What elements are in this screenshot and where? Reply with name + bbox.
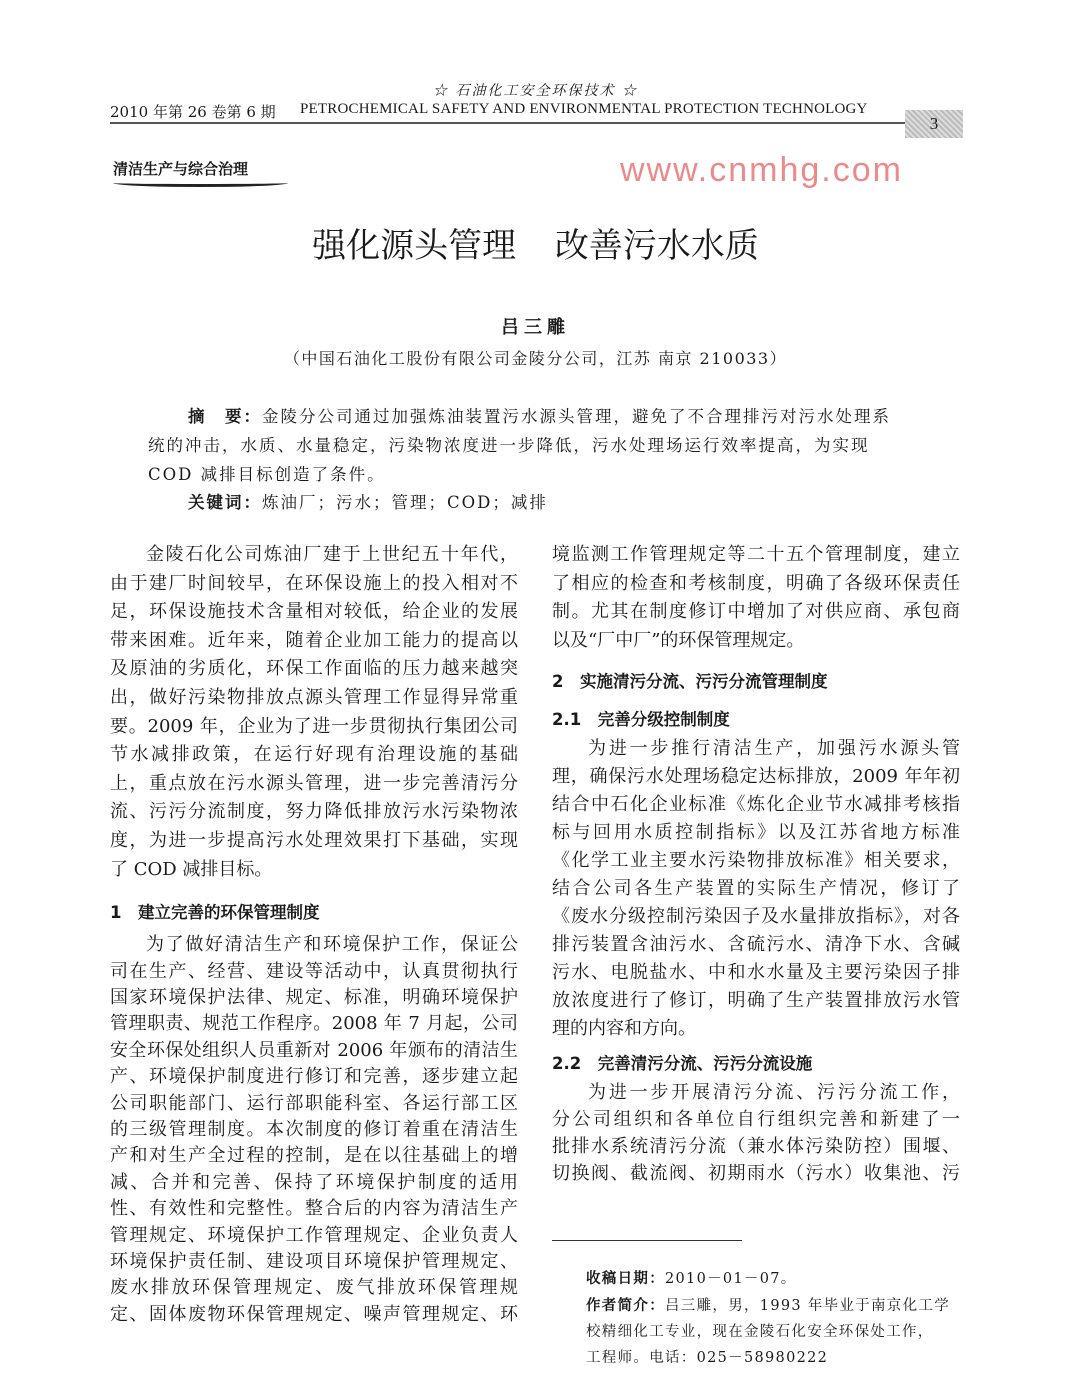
text-line: 度，为进一步提高污水处理效果打下基础，实现 [110, 829, 518, 851]
text-line: 由于建厂时间较早，在环保设施上的投入相对不 [110, 572, 518, 594]
text-line: 上，重点放在污水源头管理，进一步完善清污分 [110, 772, 518, 794]
text-line: 了 COD 减排目标。 [110, 858, 273, 880]
text-line: 了相应的检查和考核制度，明确了各级环保责任 [552, 572, 960, 594]
paragraph [552, 1079, 960, 1187]
abstract-label: 摘 要： [188, 407, 262, 426]
article-title: 强化源头管理 改善污水水质 [312, 226, 759, 266]
text-line: 废水排放环保管理规定、废气排放环保管理规 [110, 1277, 518, 1299]
section-heading-1: 1 建立完善的环保管理制度 [110, 903, 320, 923]
section-tag: 清洁生产与综合治理 [113, 160, 249, 178]
text-line: 切换阀、截流阀、初期雨水（污水）收集池、污 [552, 1163, 960, 1184]
received-value: 2010－01－07。 [665, 1271, 797, 1287]
footnote-rule [552, 1240, 742, 1241]
text-line: 要。2009 年，企业为了进一步贯彻执行集团公司 [110, 715, 518, 737]
text-line: 《废水分级控制污染因子及水量排放指标》，对各 [552, 906, 960, 927]
paragraph [110, 932, 518, 1328]
text-line: 环境保护责任制、建设项目环境保护管理规定、 [110, 1251, 518, 1272]
author-bio-line: 工程师。电话：025－58980222 [586, 1350, 829, 1366]
text-line: 节水减排政策，在运行好现有治理设施的基础 [110, 744, 518, 766]
paragraph [552, 541, 960, 655]
text-line: 管理规定、环境保护工作管理规定、企业负责人 [110, 1224, 518, 1246]
text-line: 排污装置含油污水、含硫污水、清净下水、含碱 [552, 934, 960, 955]
abstract-line [188, 403, 891, 427]
text-line: 及原油的劣质化，环保工作面临的压力越来越突 [110, 658, 518, 680]
abstract-text: 金陵分公司通过加强炼油装置污水源头管理，避免了不合理排污对污水处理系 [262, 407, 891, 426]
text-line: 的三级管理制度。本次制度的修订着重在清洁生 [110, 1118, 518, 1140]
text-line: 出，做好污染物排放点源头管理工作显得异常重 [110, 686, 518, 708]
watermark: www.cnmhg.com [620, 151, 903, 189]
text-line: 为进一步推行清洁生产，加强污水源头管 [588, 738, 960, 759]
text-line: 公司职能部门、运行部职能科室、各运行部工区 [110, 1092, 518, 1114]
running-head: ☆ 石油化工安全环保技术 ☆ [433, 83, 638, 99]
bio-label: 作者简介： [586, 1298, 665, 1314]
text-line: 放浓度进行了修订，明确了生产装置排放污水管 [552, 990, 960, 1011]
text-line: 产、环境保护制度进行修订和完善，逐步建立起 [110, 1066, 518, 1088]
text-line: 污水、电脱盐水、中和水水量及主要污染因子排 [552, 962, 960, 983]
text-line: 流、污污分流制度，努力降低排放污水污染物浓 [110, 801, 518, 823]
text-line: 金陵石化公司炼油厂建于上世纪五十年代， [146, 544, 518, 565]
received-date [586, 1267, 797, 1288]
header-rule [110, 122, 905, 124]
text-line: 结合中石化企业标准《炼化企业节水减排考核指 [552, 794, 960, 815]
text-line: 结合公司各生产装置的实际生产情况，修订了 [552, 878, 960, 899]
abstract-line: COD 减排目标创造了条件。 [148, 465, 386, 484]
affiliation: （中国石油化工股份有限公司金陵分公司，江苏 南京 210033） [283, 349, 788, 368]
text-line: 性、有效性和完整性。整合后的内容为清洁生产 [110, 1198, 518, 1220]
text-line: 制。尤其在制度修订中增加了对供应商、承包商 [552, 601, 960, 622]
text-line: 国家环境保护法律、规定、标准，明确环境保护 [110, 986, 518, 1008]
text-line: 带来困难。近年来，随着企业加工能力的提高以 [110, 629, 518, 651]
section-heading-2: 2 实施清污分流、污污分流管理制度 [552, 672, 828, 691]
paragraph [552, 735, 960, 1043]
author-bio-line [586, 1294, 950, 1315]
section-underline [113, 179, 288, 187]
text-line: 足，环保设施技术含量相对较低，给企业的发展 [110, 601, 518, 623]
keywords: 炼油厂；污水；管理；COD；减排 [262, 493, 548, 512]
text-line: 境监测工作管理规定等二十五个管理制度，建立 [552, 544, 960, 565]
bio-text: 吕三雕，男，1993 年毕业于南京化工学 [665, 1298, 951, 1314]
text-line: 理的内容和方向。 [552, 1018, 696, 1039]
received-label: 收稿日期： [586, 1271, 665, 1287]
paragraph [110, 541, 518, 884]
author: 吕三雕 [501, 317, 570, 338]
keywords-label: 关键词： [188, 493, 262, 512]
issue-info: 2010 年第 26 卷第 6 期 [110, 103, 276, 121]
text-line: 标与回用水质控制指标》以及江苏省地方标准 [552, 822, 960, 843]
abstract-line: 统的冲击，水质、水量稳定，污染物浓度进一步降低，污水处理场运行效率提高，为实现 [148, 436, 870, 455]
section-heading-2-2: 2.2 完善清污分流、污污分流设施 [552, 1054, 813, 1073]
author-bio-line: 校精细化工专业，现在金陵石化安全环保处工作， [586, 1324, 934, 1340]
text-line: 以及“厂中厂”的环保管理规定。 [552, 629, 805, 651]
text-line: 《化学工业主要水污染物排放标准》相关要求， [552, 850, 960, 871]
text-line: 定、固体废物环保管理规定、噪声管理规定、环 [110, 1303, 518, 1325]
text-line: 管理职责、规范工作程序。2008 年 7 月起，公司 [110, 1013, 518, 1035]
journal-title-en: PETROCHEMICAL SAFETY AND ENVIRONMENTAL PROTECTION TECHNOLOGY [300, 101, 868, 117]
text-line: 为进一步开展清污分流、污污分流工作， [588, 1082, 960, 1103]
right-column [552, 541, 960, 1187]
text-line: 司在生产、经营、建设等活动中，认真贯彻执行 [110, 960, 518, 982]
text-line: 批排水系统清污分流（兼水体污染防控）围堰、 [552, 1136, 960, 1157]
keywords-line [188, 489, 548, 513]
text-line: 安全环保处组织人员重新对 2006 年颁布的清洁生 [110, 1039, 518, 1061]
text-line: 为了做好清洁生产和环境保护工作，保证公 [146, 934, 518, 956]
text-line: 产和对生产全过程的控制，是在以往基础上的增 [110, 1145, 518, 1167]
text-line: 分公司组织和各单位自行组织完善和新建了一 [552, 1109, 960, 1130]
text-line: 减、合并和完善、保持了环境保护制度的适用 [110, 1171, 518, 1193]
page-number: 3 [905, 110, 963, 138]
text-line: 理，确保污水处理场稳定达标排放，2009 年年初 [552, 766, 960, 787]
section-heading-2-1: 2.1 完善分级控制制度 [552, 710, 730, 729]
left-column [110, 541, 518, 1328]
